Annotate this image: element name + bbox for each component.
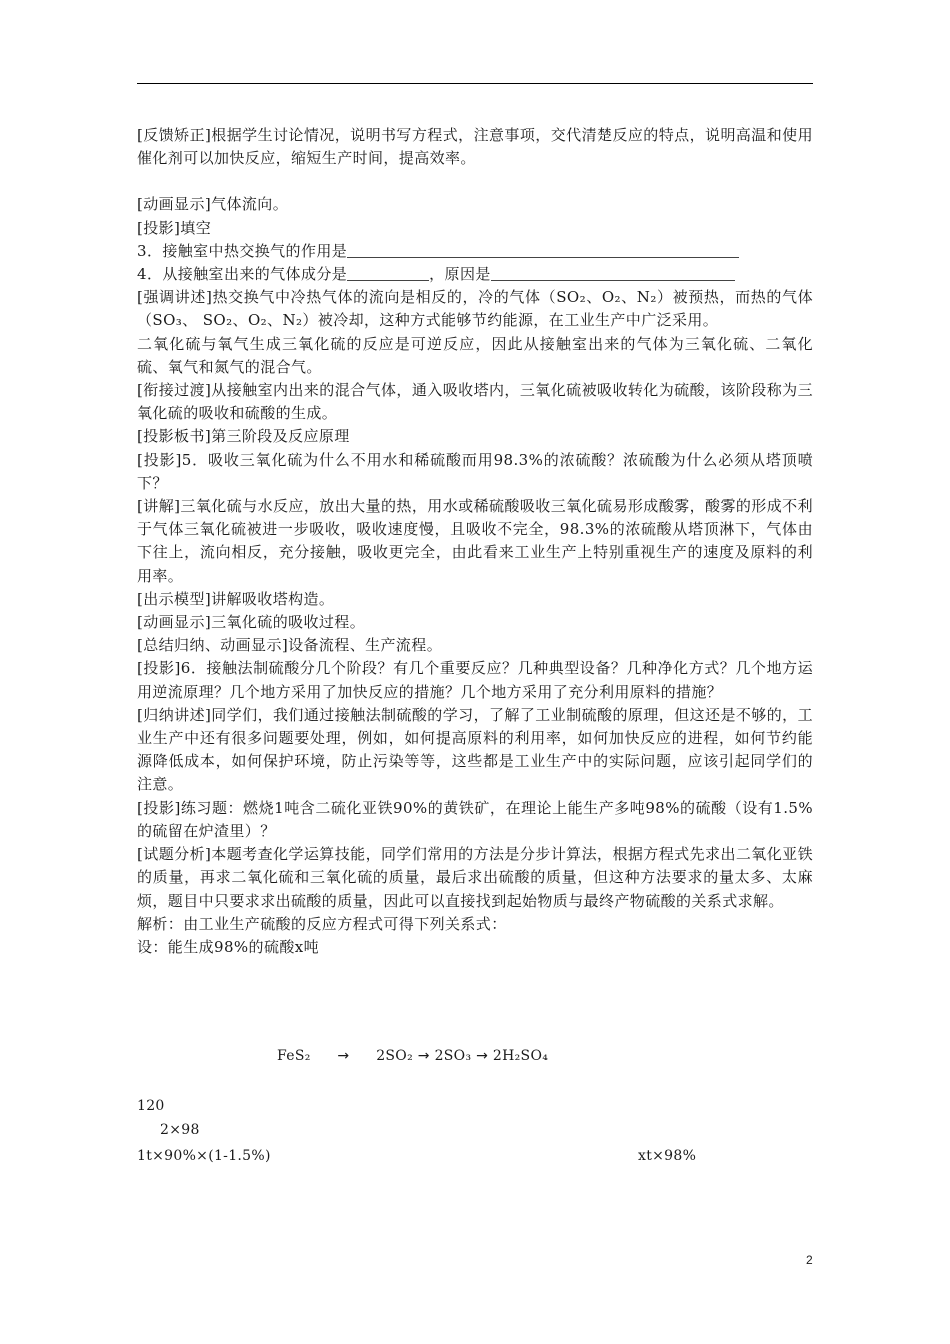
paragraph-board: [投影板书]第三阶段及反应原理: [137, 427, 350, 446]
formula-fes2: FeS₂: [277, 1048, 311, 1064]
formula-so2: 2SO₂: [376, 1048, 413, 1064]
question-4-text: 4．从接触室出来的气体成分是: [137, 265, 348, 284]
question-3-text: 3．接触室中热交换气的作用是: [137, 241, 348, 260]
paragraph-analysis: [试题分析]本题考查化学运算技能，同学们常用的方法是分步计算法，根据方程式先求出二氧化亚铁的质量，再求二氧化硫和三氧化硫的质量，最后求出硫酸的质量，但这种方法要求的量太多、太麻烦，题目中只要求求出硫酸的质量，因此可以直接找到起始物质与最终产物硫酸的关系式求解。: [137, 845, 813, 910]
mass-h2so4: 2×98: [160, 1122, 200, 1138]
paragraph-projection-fill: [投影]填空: [137, 218, 212, 237]
question-4-reason: ，原因是: [429, 265, 491, 284]
reaction-chain: [277, 1048, 548, 1064]
right-expression: xt×98%: [638, 1148, 697, 1164]
paragraph-summary: [总结归纳、动画显示]设备流程、生产流程。: [137, 636, 443, 655]
paragraph-animation-gas: [动画显示]气体流向。: [137, 195, 289, 214]
paragraph-let: 设：能生成98%的硫酸x吨: [137, 937, 320, 956]
paragraph-gap: [137, 170, 813, 193]
paragraph-solution: 解析：由工业生产硫酸的反应方程式可得下列关系式：: [137, 914, 507, 933]
answer-blank[interactable]: [347, 241, 739, 258]
body-text: [137, 124, 813, 959]
formula-so3: 2SO₃: [434, 1048, 472, 1064]
paragraph-emphasis: [强调讲述]热交换气中冷热气体的流向是相反的，冷的气体（SO₂、O₂、N₂）被预热，而热的气体（SO₃、 SO₂、O₂、N₂）被冷却，这种方式能够节约能源，在工业生产中广泛采用。: [137, 288, 813, 330]
header-rule: [137, 83, 813, 84]
paragraph-feedback: [反馈矫正]根据学生讨论情况，说明书写方程式，注意事项，交代清楚反应的特点，说明高温和使用催化剂可以加快反应，缩短生产时间，提高效率。: [137, 126, 813, 168]
paragraph-animation-absorb: [动画显示]三氧化硫的吸收过程。: [137, 613, 366, 632]
paragraph-induction: [归纳讲述]同学们，我们通过接触法制硫酸的学习，了解了工业制硫酸的原理，但这还是不够的，工业生产中还有很多问题要处理，例如，如何提高原料的利用率，如何加快反应的进程，如何节约能源降低成本，如何保护环境，防止污染等等，这些都是工业生产中的实际问题，应该引起同学们的注意。: [137, 705, 813, 794]
paragraph-reversible: 二氧化硫与氧气生成三氧化硫的反应是可逆反应，因此从接触室出来的气体为三氧化硫、二氧化硫、氧气和氮气的混合气。: [137, 334, 813, 376]
answer-blank[interactable]: [491, 264, 735, 281]
question-5: [投影]5．吸收三氧化硫为什么不用水和稀硫酸而用98.3%的浓硫酸？浓硫酸为什么必须从塔顶喷下？: [137, 450, 813, 492]
page-number: 2: [806, 1253, 813, 1267]
paragraph-model: [出示模型]讲解吸收塔构造。: [137, 589, 335, 608]
question-3: [137, 240, 813, 263]
arrow-icon: →: [476, 1048, 489, 1064]
mass-fes2: 120: [137, 1098, 165, 1114]
paragraph-explanation: [讲解]三氧化硫与水反应，放出大量的热，用水或稀硫酸吸收三氧化硫易形成酸雾，酸雾的形成不利于气体三氧化硫被进一步吸收，吸收速度慢，且吸收不完全，98.3%的浓硫酸从塔顶淋下，气体由下往上，流向相反，充分接触，吸收更完全，由此看来工业生产上特别重视生产的速度及原料的利用率。: [137, 497, 813, 585]
question-6: [投影]6．接触法制硫酸分几个阶段？有几个重要反应？几种典型设备？几种净化方式？几个地方运用逆流原理？几个地方采用了加快反应的措施？几个地方采用了充分利用原料的措施？: [137, 659, 813, 701]
answer-blank[interactable]: [347, 264, 429, 281]
paragraph-transition: [衔接过渡]从接触室内出来的混合气体，通入吸收塔内，三氧化硫被吸收转化为硫酸，该阶段称为三氧化硫的吸收和硫酸的生成。: [137, 381, 813, 423]
arrow-icon: →: [337, 1048, 350, 1064]
formula-h2so4: 2H₂SO₄: [492, 1048, 549, 1064]
exercise-question: [投影]练习题：燃烧1吨含二硫化亚铁90%的黄铁矿，在理论上能生产多吨98%的硫酸（设有1.5%的硫留在炉渣里）？: [137, 798, 813, 840]
arrow-icon: →: [417, 1048, 430, 1064]
question-4: [137, 263, 813, 286]
left-expression: 1t×90%×(1-1.5%): [137, 1148, 271, 1164]
